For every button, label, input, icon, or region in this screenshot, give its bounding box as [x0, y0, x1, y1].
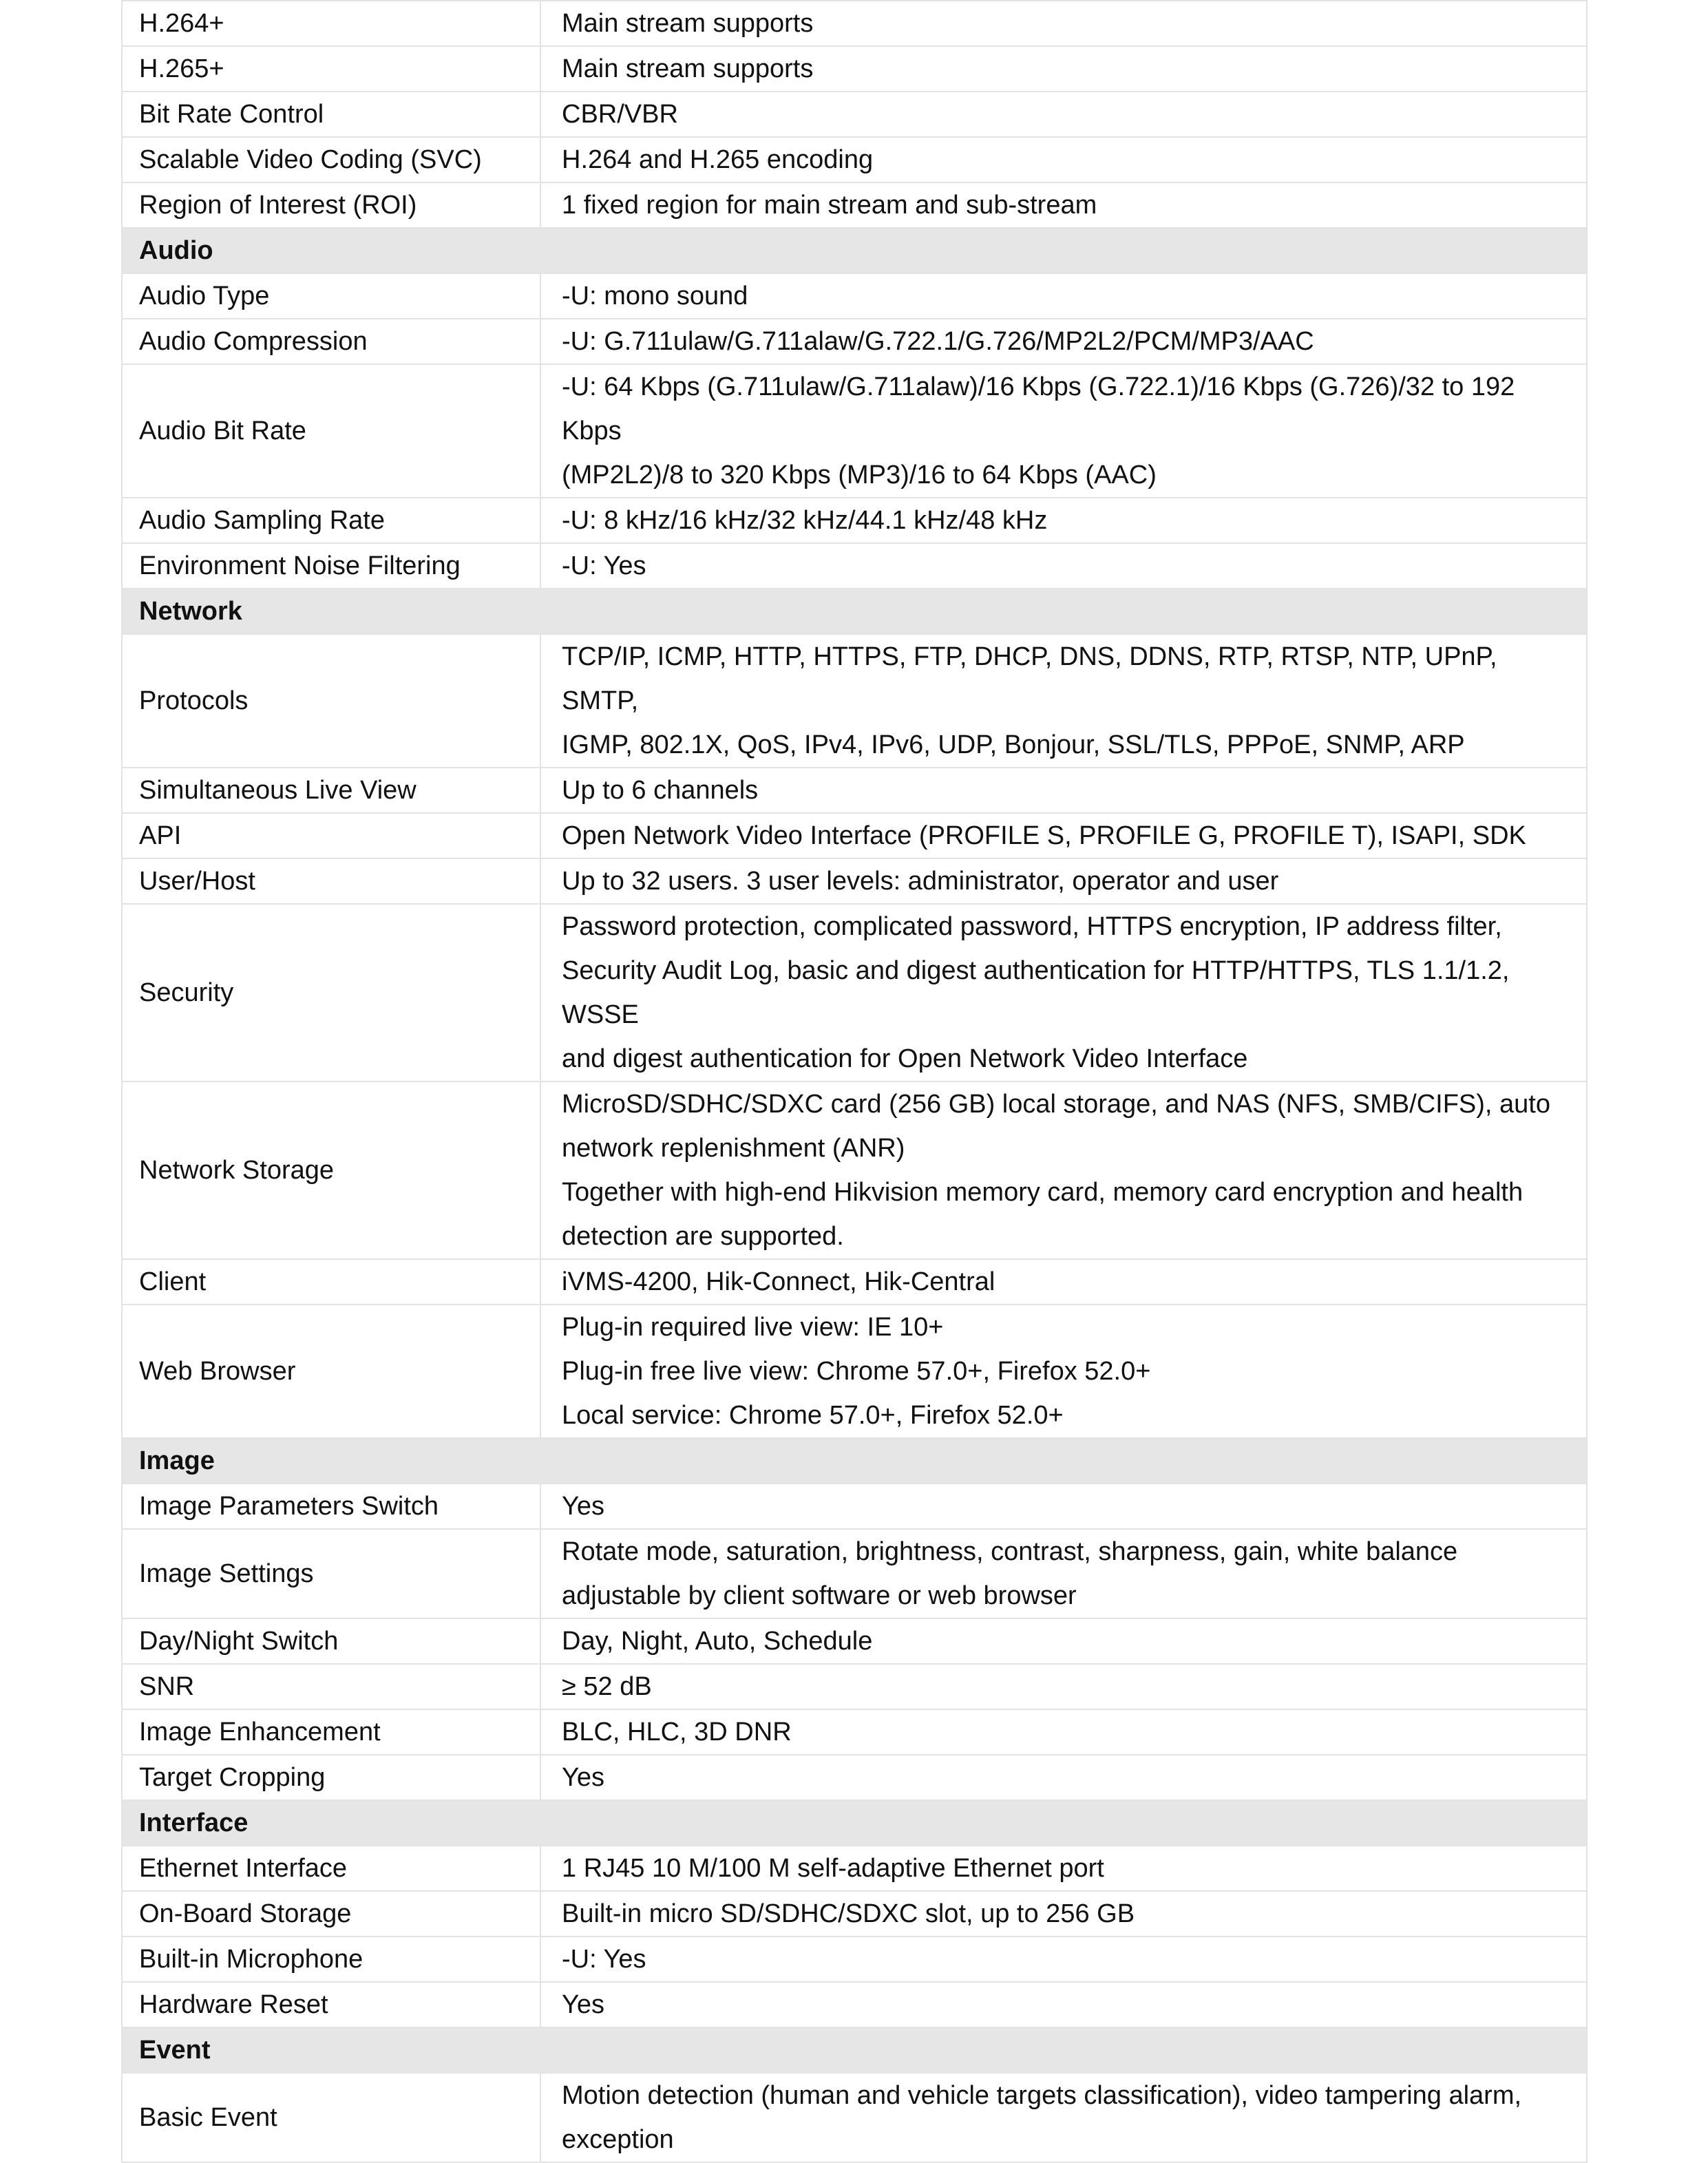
spec-label: Client	[122, 1259, 540, 1305]
section-header-network	[122, 589, 1587, 634]
spec-value	[540, 543, 1587, 589]
spec-value	[540, 1082, 1587, 1259]
table-row	[122, 364, 1587, 498]
spec-value	[540, 813, 1587, 858]
spec-value-line: detection are supported.	[562, 1222, 844, 1251]
table-row	[122, 1259, 1587, 1305]
table-row	[122, 904, 1587, 1082]
spec-value	[540, 904, 1587, 1082]
table-row	[122, 1, 1587, 46]
spec-value	[540, 46, 1587, 92]
spec-label: Bit Rate Control	[122, 92, 540, 137]
spec-label: Day/Night Switch	[122, 1618, 540, 1664]
spec-table	[121, 0, 1588, 2163]
spec-value	[540, 498, 1587, 543]
spec-value	[540, 1846, 1587, 1891]
table-row	[122, 1664, 1587, 1709]
spec-value-line: MicroSD/SDHC/SDXC card (256 GB) local storage, and NAS (NFS, SMB/CIFS), auto	[562, 1090, 1550, 1119]
spec-value-line: -U: 64 Kbps (G.711ulaw/G.711alaw)/16 Kbps (G.722.1)/16 Kbps (G.726)/32 to 192 Kbps	[562, 372, 1515, 445]
spec-value-line: adjustable by client software or web browser	[562, 1581, 1077, 1610]
spec-value	[540, 858, 1587, 904]
table-row	[122, 634, 1587, 768]
spec-value	[540, 1484, 1587, 1529]
table-row	[122, 543, 1587, 589]
spec-value	[540, 364, 1587, 498]
spec-value-line: Plug-in required live view: IE 10+	[562, 1313, 944, 1342]
spec-value	[540, 1529, 1587, 1618]
section-title: Audio	[122, 228, 1587, 273]
table-row	[122, 1982, 1587, 2027]
spec-value-line: (MP2L2)/8 to 320 Kbps (MP3)/16 to 64 Kbps (AAC)	[562, 461, 1157, 489]
table-row	[122, 182, 1587, 228]
section-title: Image	[122, 1438, 1587, 1484]
table-row	[122, 498, 1587, 543]
spec-value-line: iVMS-4200, Hik-Connect, Hik-Central	[562, 1267, 995, 1296]
spec-value-line: Yes	[562, 1492, 604, 1521]
spec-value	[540, 182, 1587, 228]
spec-label: On-Board Storage	[122, 1891, 540, 1937]
spec-value	[540, 137, 1587, 182]
spec-value	[540, 1937, 1587, 1982]
table-row	[122, 768, 1587, 813]
section-title: Event	[122, 2027, 1587, 2073]
spec-value	[540, 2073, 1587, 2162]
spec-label: Simultaneous Live View	[122, 768, 540, 813]
spec-value-line: -U: mono sound	[562, 282, 748, 310]
spec-value	[540, 1259, 1587, 1305]
table-row	[122, 1484, 1587, 1529]
spec-value	[540, 634, 1587, 768]
spec-label: Network Storage	[122, 1082, 540, 1259]
table-row	[122, 1937, 1587, 1982]
section-header-interface	[122, 1800, 1587, 1846]
spec-value-line: H.264 and H.265 encoding	[562, 145, 874, 174]
spec-value-line: Built-in micro SD/SDHC/SDXC slot, up to 256 GB	[562, 1899, 1135, 1928]
spec-label: Audio Bit Rate	[122, 364, 540, 498]
spec-value-line: TCP/IP, ICMP, HTTP, HTTPS, FTP, DHCP, DNS, DDNS, RTP, RTSP, NTP, UPnP, SMTP,	[562, 642, 1497, 715]
table-row	[122, 46, 1587, 92]
spec-value-line: Up to 6 channels	[562, 776, 759, 805]
spec-label: Target Cropping	[122, 1755, 540, 1800]
table-row	[122, 1846, 1587, 1891]
spec-value-line: exception	[562, 2125, 674, 2154]
table-row	[122, 1529, 1587, 1618]
spec-value	[540, 1709, 1587, 1755]
table-row	[122, 2073, 1587, 2162]
spec-value-line: Up to 32 users. 3 user levels: administrator, operator and user	[562, 867, 1279, 896]
spec-label: Built-in Microphone	[122, 1937, 540, 1982]
spec-value	[540, 92, 1587, 137]
section-header-event	[122, 2027, 1587, 2073]
spec-value	[540, 1755, 1587, 1800]
spec-value	[540, 768, 1587, 813]
spec-value-line: -U: 8 kHz/16 kHz/32 kHz/44.1 kHz/48 kHz	[562, 506, 1048, 535]
spec-value-line: Local service: Chrome 57.0+, Firefox 52.0+	[562, 1401, 1064, 1430]
spec-label: Ethernet Interface	[122, 1846, 540, 1891]
table-row	[122, 92, 1587, 137]
spec-value-line: Open Network Video Interface (PROFILE S, PROFILE G, PROFILE T), ISAPI, SDK	[562, 821, 1526, 850]
spec-value-line: CBR/VBR	[562, 100, 678, 129]
table-row	[122, 137, 1587, 182]
spec-label: Security	[122, 904, 540, 1082]
spec-label: Image Parameters Switch	[122, 1484, 540, 1529]
table-row	[122, 1891, 1587, 1937]
spec-value	[540, 319, 1587, 364]
spec-label: Scalable Video Coding (SVC)	[122, 137, 540, 182]
spec-label: Image Enhancement	[122, 1709, 540, 1755]
spec-value-line: Security Audit Log, basic and digest authentication for HTTP/HTTPS, TLS 1.1/1.2, WSSE	[562, 956, 1510, 1029]
spec-value	[540, 1, 1587, 46]
section-header-audio	[122, 228, 1587, 273]
spec-label: H.264+	[122, 1, 540, 46]
spec-value-line: Motion detection (human and vehicle targets classification), video tampering alarm,	[562, 2081, 1522, 2110]
table-row	[122, 813, 1587, 858]
spec-value-line: Rotate mode, saturation, brightness, contrast, sharpness, gain, white balance	[562, 1537, 1458, 1566]
spec-value-line: Day, Night, Auto, Schedule	[562, 1627, 873, 1656]
spec-value	[540, 273, 1587, 319]
table-row	[122, 858, 1587, 904]
spec-value	[540, 1891, 1587, 1937]
spec-value-line: 1 RJ45 10 M/100 M self-adaptive Ethernet port	[562, 1854, 1104, 1883]
spec-value-line: Password protection, complicated password, HTTPS encryption, IP address filter,	[562, 912, 1502, 941]
spec-label: Audio Compression	[122, 319, 540, 364]
table-row	[122, 1618, 1587, 1664]
spec-value-line: network replenishment (ANR)	[562, 1134, 905, 1163]
spec-label: Audio Type	[122, 273, 540, 319]
spec-value-line: -U: Yes	[562, 1945, 646, 1974]
spec-value-line: ≥ 52 dB	[562, 1672, 652, 1701]
spec-value	[540, 1305, 1587, 1438]
spec-value-line: Main stream supports	[562, 54, 814, 83]
spec-value-line: Together with high-end Hikvision memory card, memory card encryption and health	[562, 1178, 1524, 1207]
spec-value-line: -U: Yes	[562, 551, 646, 580]
table-row	[122, 1082, 1587, 1259]
section-header-image	[122, 1438, 1587, 1484]
spec-value-line: -U: G.711ulaw/G.711alaw/G.722.1/G.726/MP2L2/PCM/MP3/AAC	[562, 327, 1314, 356]
spec-value-line: BLC, HLC, 3D DNR	[562, 1718, 792, 1747]
spec-value-line: Yes	[562, 1990, 604, 2019]
spec-label: API	[122, 813, 540, 858]
spec-value-line: Plug-in free live view: Chrome 57.0+, Firefox 52.0+	[562, 1357, 1151, 1386]
spec-label: Basic Event	[122, 2073, 540, 2162]
section-title: Network	[122, 589, 1587, 634]
spec-value-line: 1 fixed region for main stream and sub-stream	[562, 191, 1097, 220]
table-row	[122, 1305, 1587, 1438]
spec-label: Hardware Reset	[122, 1982, 540, 2027]
spec-table-body	[122, 1, 1587, 2162]
table-row	[122, 319, 1587, 364]
spec-value	[540, 1982, 1587, 2027]
spec-label: Audio Sampling Rate	[122, 498, 540, 543]
spec-value-line: Main stream supports	[562, 9, 814, 38]
table-row	[122, 1755, 1587, 1800]
spec-value	[540, 1664, 1587, 1709]
spec-label: Protocols	[122, 634, 540, 768]
spec-label: SNR	[122, 1664, 540, 1709]
spec-label: Image Settings	[122, 1529, 540, 1618]
table-row	[122, 1709, 1587, 1755]
table-row	[122, 273, 1587, 319]
spec-label: Region of Interest (ROI)	[122, 182, 540, 228]
spec-label: Web Browser	[122, 1305, 540, 1438]
spec-label: Environment Noise Filtering	[122, 543, 540, 589]
spec-value-line: IGMP, 802.1X, QoS, IPv4, IPv6, UDP, Bonjour, SSL/TLS, PPPoE, SNMP, ARP	[562, 730, 1465, 759]
spec-value-line: and digest authentication for Open Network Video Interface	[562, 1044, 1248, 1073]
spec-value	[540, 1618, 1587, 1664]
section-title: Interface	[122, 1800, 1587, 1846]
spec-label: H.265+	[122, 46, 540, 92]
spec-label: User/Host	[122, 858, 540, 904]
spec-value-line: Yes	[562, 1763, 604, 1792]
